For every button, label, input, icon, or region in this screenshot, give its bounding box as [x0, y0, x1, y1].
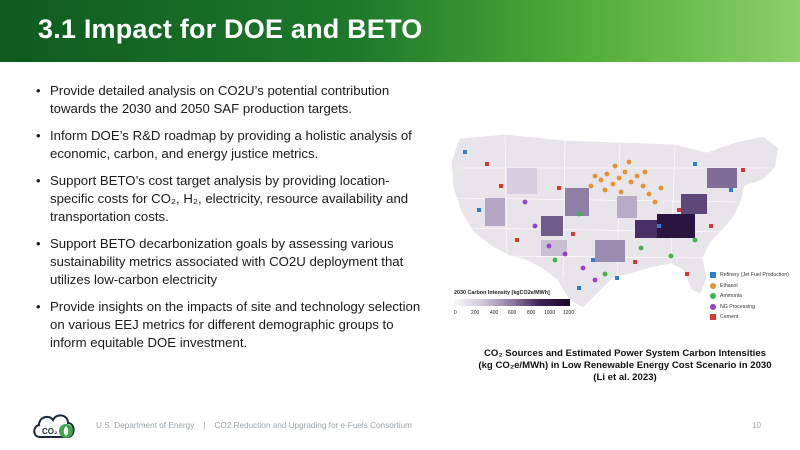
bullet-item [36, 235, 426, 289]
scale-tick: 0 [454, 310, 457, 316]
scale-tick: 800 [527, 310, 536, 316]
cement-swatch [710, 314, 716, 320]
bullet-text: Provide insights on the impacts of site and technology selection on various EEJ metrics for different demographic groups to inform equitable DOE investment. [50, 299, 421, 350]
legend-item [710, 291, 792, 302]
bullet-dot: • [36, 128, 41, 143]
scale-tick: 600 [508, 310, 517, 316]
consortium-logo-icon [30, 407, 82, 447]
scale-ticks [450, 310, 580, 318]
logo-text: CO₂ [42, 427, 58, 436]
page-number: 10 [752, 421, 761, 430]
legend-label: Cement [720, 314, 739, 321]
scale-tick: 200 [471, 310, 480, 316]
bullet-text: Inform DOE’s R&D roadmap by providing a holistic analysis of economic, carbon, and energy justice metrics. [50, 128, 412, 161]
footer-separator: | [203, 421, 206, 430]
caption-line: (Li et al. 2023) [593, 372, 657, 383]
legend-item [710, 312, 792, 323]
footer-text [96, 421, 412, 430]
legend-label: Ethanol [720, 282, 738, 289]
map-legend [710, 270, 792, 323]
ammonia-swatch [710, 293, 716, 299]
intensity-colorbar [454, 299, 570, 306]
bullet-dot: • [36, 236, 41, 251]
caption-line: (kg CO₂e/MWh) in Low Renewable Energy Cost Scenario in 2030 [478, 360, 772, 371]
bullet-item [36, 172, 426, 226]
scale-title: 2030 Carbon Intensity [kgCO2e/MWh] [454, 290, 550, 296]
legend-label: NG Processing [720, 303, 755, 310]
refinery-swatch [710, 272, 716, 278]
bullet-list [36, 82, 426, 361]
scale-tick: 1200 [563, 310, 575, 316]
caption-line: CO₂ Sources and Estimated Power System Carbon Intensities [483, 348, 767, 359]
legend-label: Refinery (Jet Fuel Production) [720, 272, 789, 279]
bullet-item [36, 127, 426, 163]
scale-tick: 400 [490, 310, 499, 316]
bullet-text: Support BETO decarbonization goals by assessing various sustainability metrics associated with CO2U deployment that utilizes low-carbon electricity [50, 236, 404, 287]
legend-item [710, 281, 792, 292]
bullet-dot: • [36, 83, 41, 98]
bullet-text: Provide detailed analysis on CO2U’s potential contribution towards the 2030 and 2050 SAF production targets. [50, 83, 390, 116]
footer [0, 405, 800, 450]
scale-tick: 1000 [544, 310, 556, 316]
ng-processing-swatch [710, 304, 716, 310]
map-caption [470, 348, 780, 384]
title-bar [0, 0, 800, 62]
legend-item [710, 270, 792, 281]
footer-org: U.S. Department of Energy [96, 421, 195, 430]
slide-title: 3.1 Impact for DOE and BETO [38, 14, 423, 44]
bullet-item [36, 82, 426, 118]
bullet-text: Support BETO’s cost target analysis by providing location-specific costs for CO₂, H₂, electricity, resource availability and transportation costs. [50, 173, 409, 224]
legend-label: Ammonia [720, 293, 742, 300]
ethanol-swatch [710, 283, 716, 289]
legend-item [710, 302, 792, 313]
footer-consortium: CO2 Reduction and Upgrading for e-Fuels Consortium [214, 421, 412, 430]
bullet-item [36, 298, 426, 352]
bullet-dot: • [36, 173, 41, 188]
bullet-dot: • [36, 299, 41, 314]
